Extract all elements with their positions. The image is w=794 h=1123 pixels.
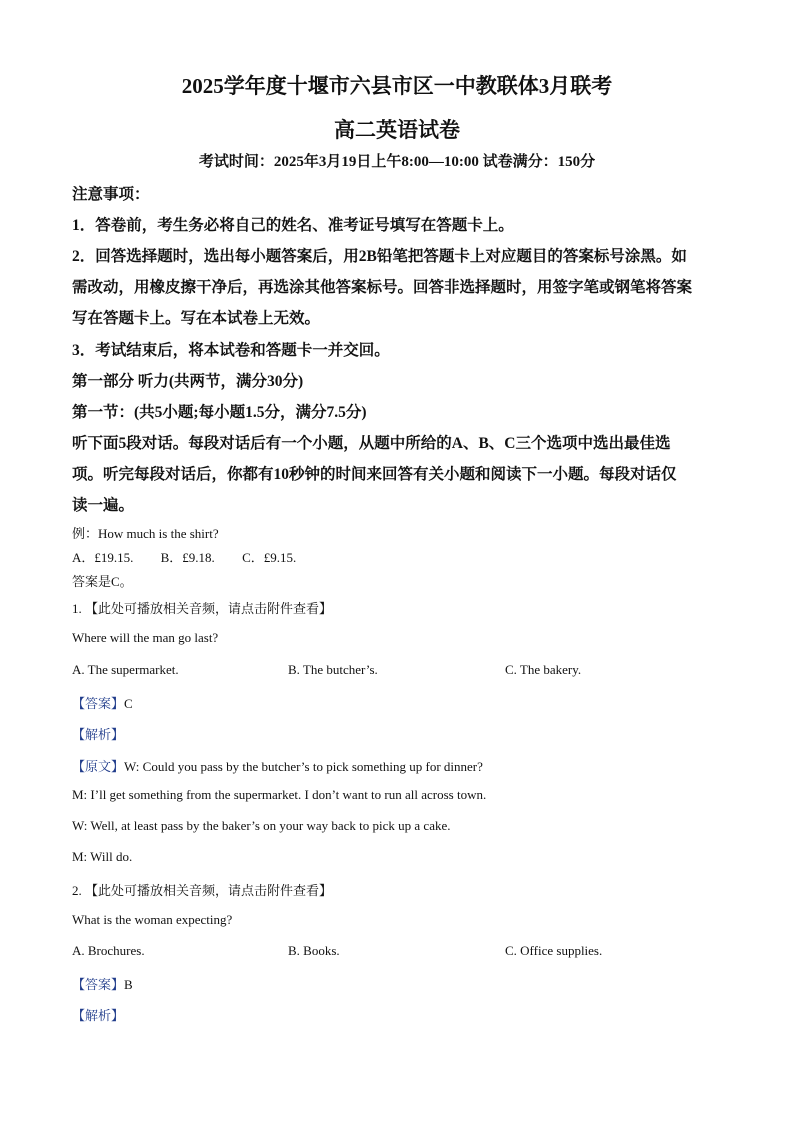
example-options bbox=[72, 547, 320, 566]
example-question: 例：How much is the shirt? bbox=[72, 526, 219, 541]
notice-item-2-line-2: 需改动，用橡皮擦干净后，再选涂其他答案标号。回答非选择题时，用签字笔或钢笔将答案 bbox=[72, 279, 693, 296]
exam-info: 考试时间：2025年3月19日上午8:00—10:00 试卷满分：150分 bbox=[198, 154, 596, 170]
example-option-c: C．£9.15. bbox=[242, 550, 297, 565]
q2-option-b: B. Books. bbox=[288, 943, 340, 958]
q1-answer-tag: 【答案】 bbox=[72, 696, 125, 711]
q2-analysis-tag: 【解析】 bbox=[72, 1008, 125, 1023]
instruction-line-2: 项。听完每段对话后，你都有10秒钟的时间来回答有关小题和阅读下一小题。每段对话仅 bbox=[72, 466, 677, 483]
q2-answer: B bbox=[124, 977, 133, 992]
q1-analysis-tag: 【解析】 bbox=[72, 727, 125, 742]
exam-title: 2025学年度十堰市六县市区一中教联体3月联考 bbox=[181, 74, 613, 98]
notice-item-2-line-3: 写在答题卡上。写在本试卷上无效。 bbox=[72, 310, 321, 327]
example-option-a: A．£19.15. bbox=[72, 550, 134, 565]
q2-question: What is the woman expecting? bbox=[72, 912, 233, 927]
q1-audio-placeholder[interactable]: 1. 【此处可播放相关音频，请点击附件查看】 bbox=[72, 601, 333, 616]
instruction-line-1: 听下面5段对话。每段对话后有一个小题，从题中所给的A、B、C三个选项中选出最佳选 bbox=[72, 435, 671, 452]
section-part-heading: 第一部分 听力(共两节，满分30分) bbox=[72, 373, 304, 390]
q1-transcript-tag: 【原文】 bbox=[72, 759, 125, 774]
q2-audio-placeholder[interactable]: 2. 【此处可播放相关音频，请点击附件查看】 bbox=[72, 883, 333, 898]
q1-transcript-line-2: M: I’ll get something from the supermarket. I don’t want to run all across town. bbox=[72, 787, 487, 802]
q1-answer: C bbox=[124, 696, 133, 711]
q1-transcript-line-1 bbox=[72, 756, 483, 775]
example-answer: 答案是C。 bbox=[72, 574, 133, 589]
q1-transcript-line-4: M: Will do. bbox=[72, 849, 133, 864]
q1-option-c: C. The bakery. bbox=[505, 662, 582, 677]
example-option-b: B．£9.18. bbox=[160, 550, 215, 565]
q1-question: Where will the man go last? bbox=[72, 630, 219, 645]
q2-answer-tag: 【答案】 bbox=[72, 977, 125, 992]
q2-answer-line bbox=[72, 974, 133, 993]
q2-option-c: C. Office supplies. bbox=[505, 943, 603, 958]
notice-item-2-line-1: 2．回答选择题时，选出每小题答案后，用2B铅笔把答题卡上对应题目的答案标号涂黑。如 bbox=[72, 248, 687, 265]
q1-option-b: B. The butcher’s. bbox=[288, 662, 378, 677]
exam-subtitle: 高二英语试卷 bbox=[334, 118, 460, 142]
q1-option-a: A. The supermarket. bbox=[72, 662, 179, 677]
notice-item-1: 1．答卷前，考生务必将自己的姓名、准考证号填写在答题卡上。 bbox=[72, 217, 514, 234]
instruction-line-3: 读一遍。 bbox=[72, 497, 135, 514]
subsection-heading: 第一节：(共5小题;每小题1.5分，满分7.5分) bbox=[72, 404, 367, 421]
q1-transcript-text-1: W: Could you pass by the butcher’s to pick something up for dinner? bbox=[124, 759, 483, 774]
q2-option-a: A. Brochures. bbox=[72, 943, 145, 958]
notice-item-3: 3．考试结束后，将本试卷和答题卡一并交回。 bbox=[72, 342, 390, 359]
q1-answer-line bbox=[72, 693, 133, 712]
notice-heading: 注意事项： bbox=[72, 186, 150, 203]
q1-transcript-line-3: W: Well, at least pass by the baker’s on your way back to pick up a cake. bbox=[72, 818, 451, 833]
